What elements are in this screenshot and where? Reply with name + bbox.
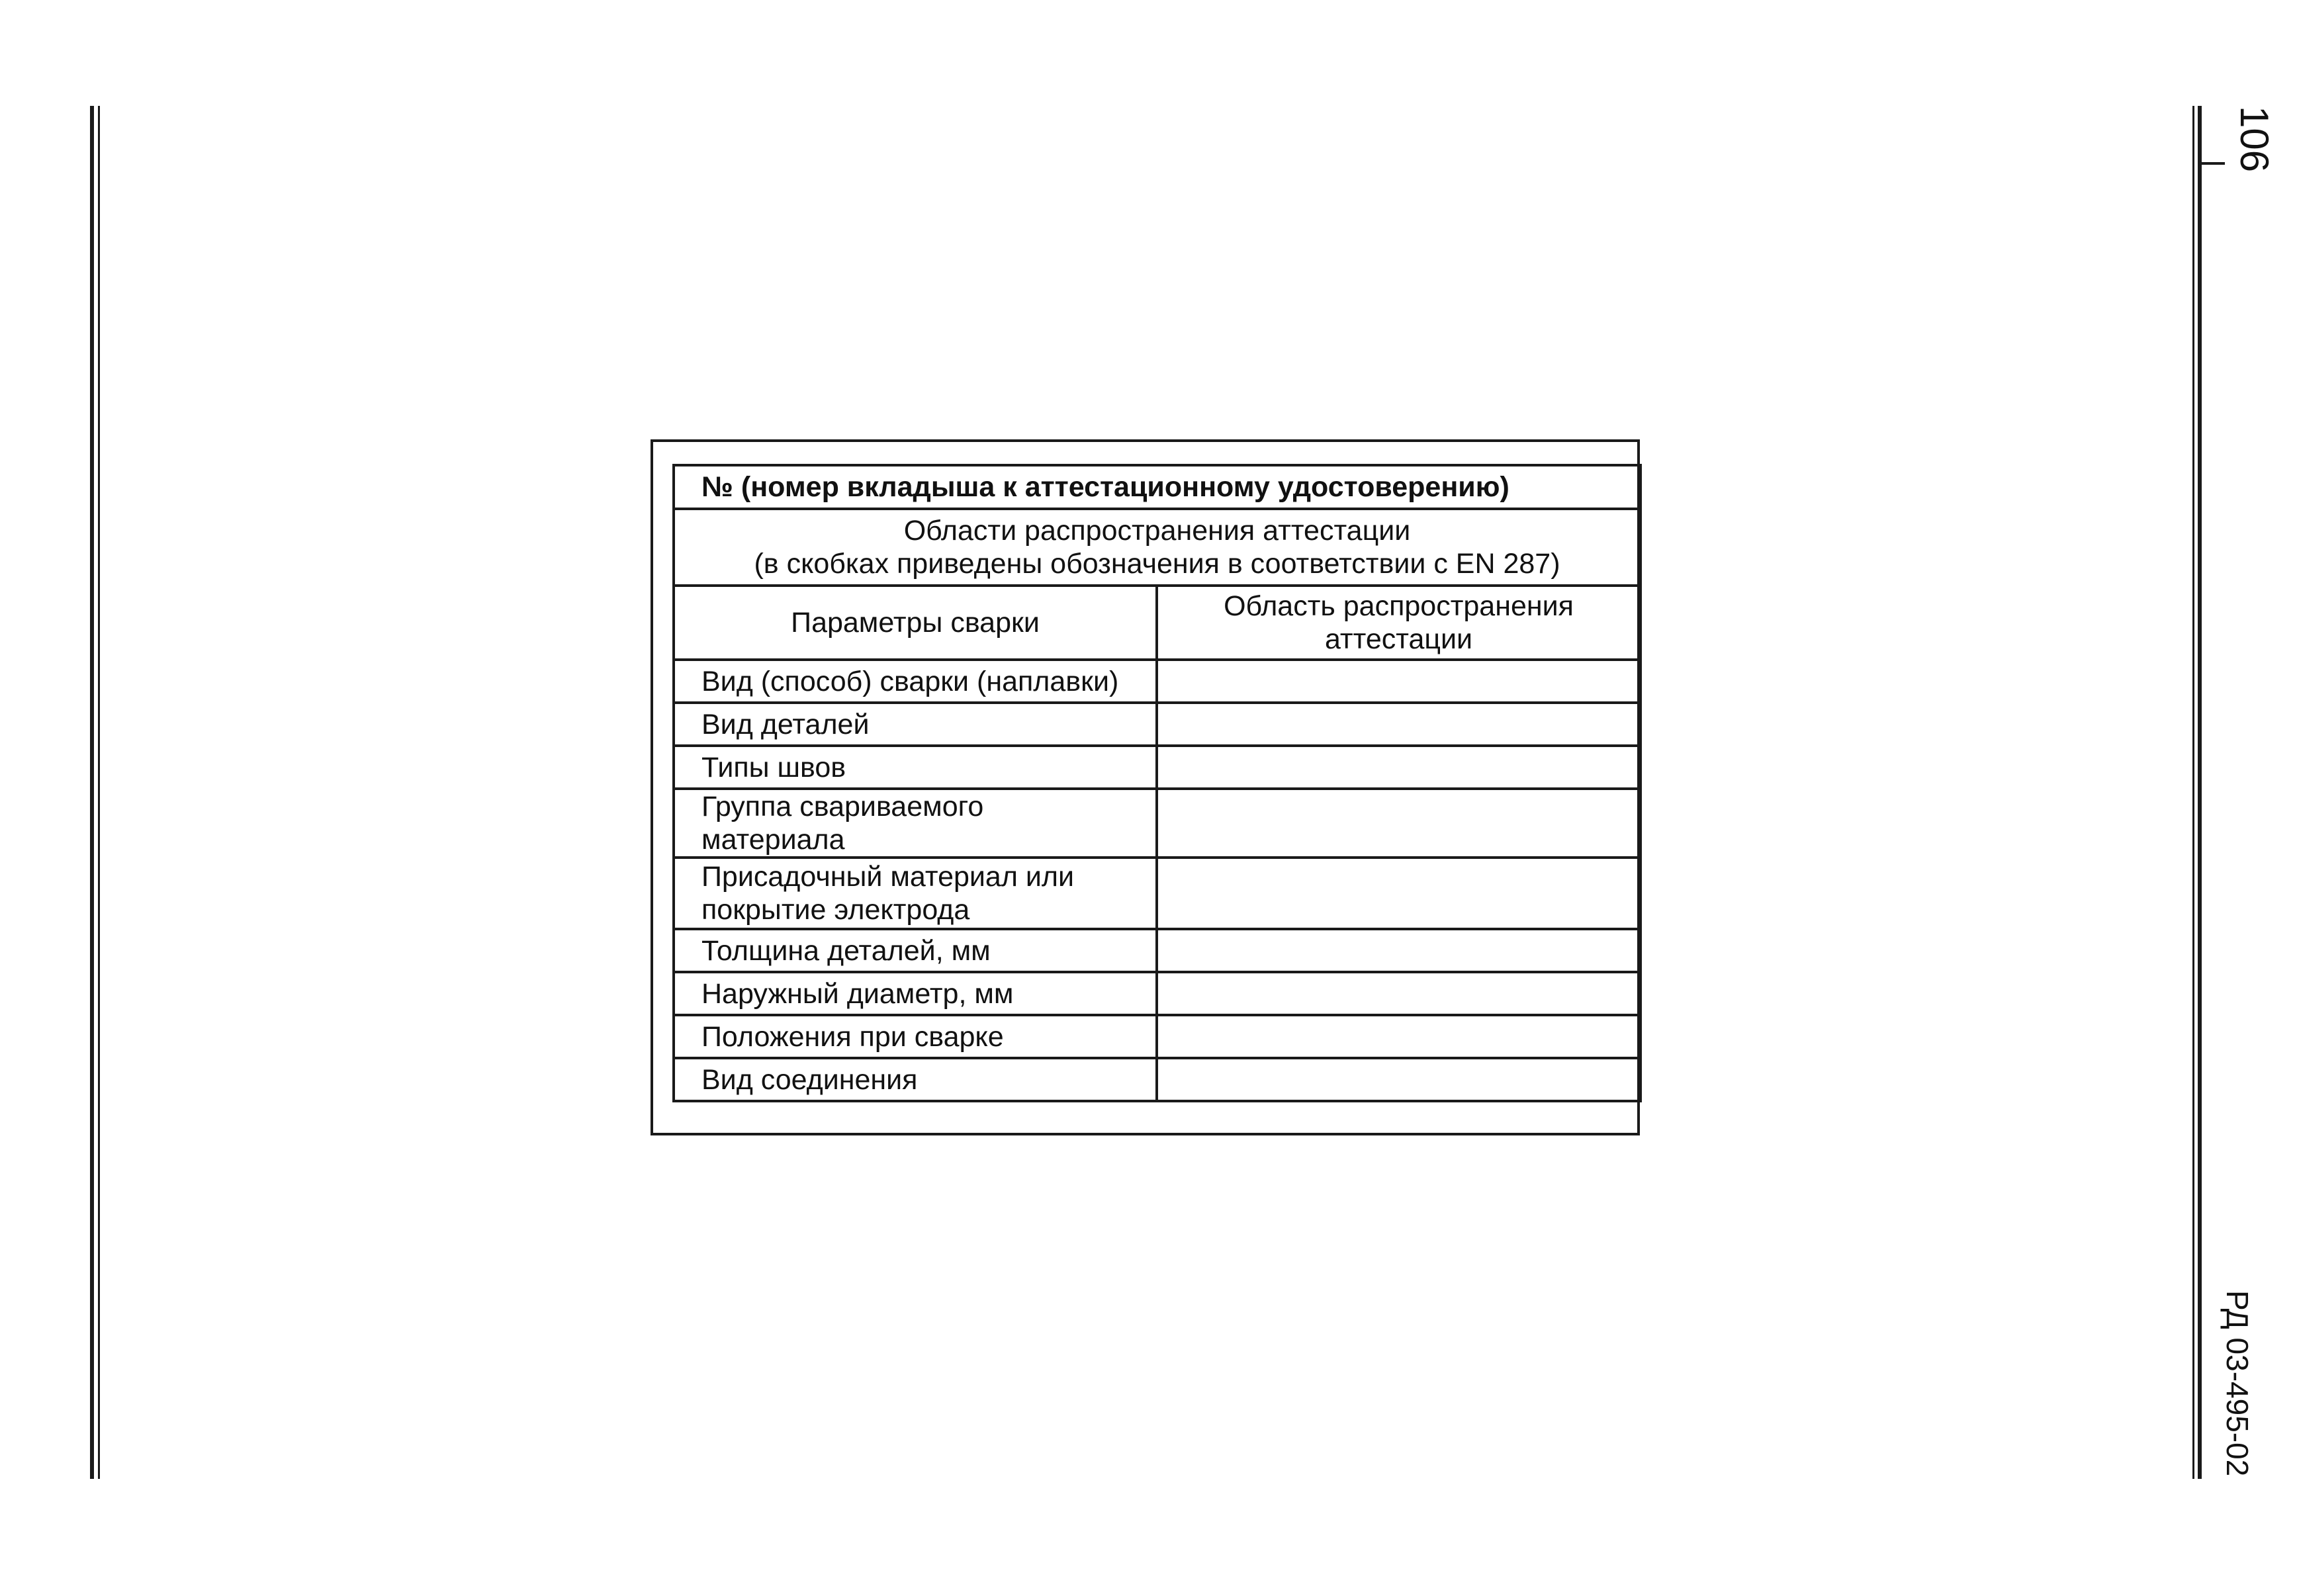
table-row xyxy=(674,1015,1641,1058)
value-cell xyxy=(1157,858,1641,929)
table-title: № (номер вкладыша к аттестационному удостоверению) xyxy=(674,465,1641,509)
document-code: РД 03-495-02 xyxy=(2220,1290,2255,1477)
value-cell xyxy=(1157,789,1641,858)
value-cell xyxy=(1157,1015,1641,1058)
param-cell: Вид (способ) сварки (наплавки) xyxy=(674,660,1157,703)
header-scope: Область распространения аттестации xyxy=(1157,586,1641,660)
scope-caption-line1: Области распространения аттестации xyxy=(903,515,1411,547)
page-number: 106 xyxy=(2232,106,2276,173)
right-margin-rule-inner xyxy=(2192,106,2194,1479)
attestation-insert-table xyxy=(672,464,1642,1102)
param-cell: Наружный диаметр, мм xyxy=(674,972,1157,1015)
table-row xyxy=(674,703,1641,746)
table-row xyxy=(674,1058,1641,1101)
table-row xyxy=(674,660,1641,703)
left-margin-rule xyxy=(90,106,94,1479)
param-cell: Типы швов xyxy=(674,746,1157,789)
table-title-row xyxy=(674,465,1641,509)
value-cell xyxy=(1157,972,1641,1015)
value-cell xyxy=(1157,929,1641,972)
scope-caption-line2: (в скобках приведены обозначения в соответствии с EN 287) xyxy=(754,548,1560,580)
param-cell: Положения при сварке xyxy=(674,1015,1157,1058)
table-row xyxy=(674,746,1641,789)
table-row xyxy=(674,858,1641,929)
right-margin-rule xyxy=(2198,106,2202,1479)
table-row xyxy=(674,929,1641,972)
value-cell xyxy=(1157,660,1641,703)
value-cell xyxy=(1157,1058,1641,1101)
table-row xyxy=(674,789,1641,858)
left-margin-rule-inner xyxy=(98,106,100,1479)
table-row xyxy=(674,972,1641,1015)
param-cell: Вид соединения xyxy=(674,1058,1157,1101)
value-cell xyxy=(1157,703,1641,746)
param-cell: Вид деталей xyxy=(674,703,1157,746)
param-cell: Присадочный материал или покрытие электрода xyxy=(674,858,1157,929)
param-cell: Группа свариваемого материала xyxy=(674,789,1157,858)
param-cell: Толщина деталей, мм xyxy=(674,929,1157,972)
scope-row xyxy=(674,509,1641,586)
header-row xyxy=(674,586,1641,660)
header-parameters: Параметры сварки xyxy=(674,586,1157,660)
scope-caption xyxy=(674,509,1641,586)
value-cell xyxy=(1157,746,1641,789)
